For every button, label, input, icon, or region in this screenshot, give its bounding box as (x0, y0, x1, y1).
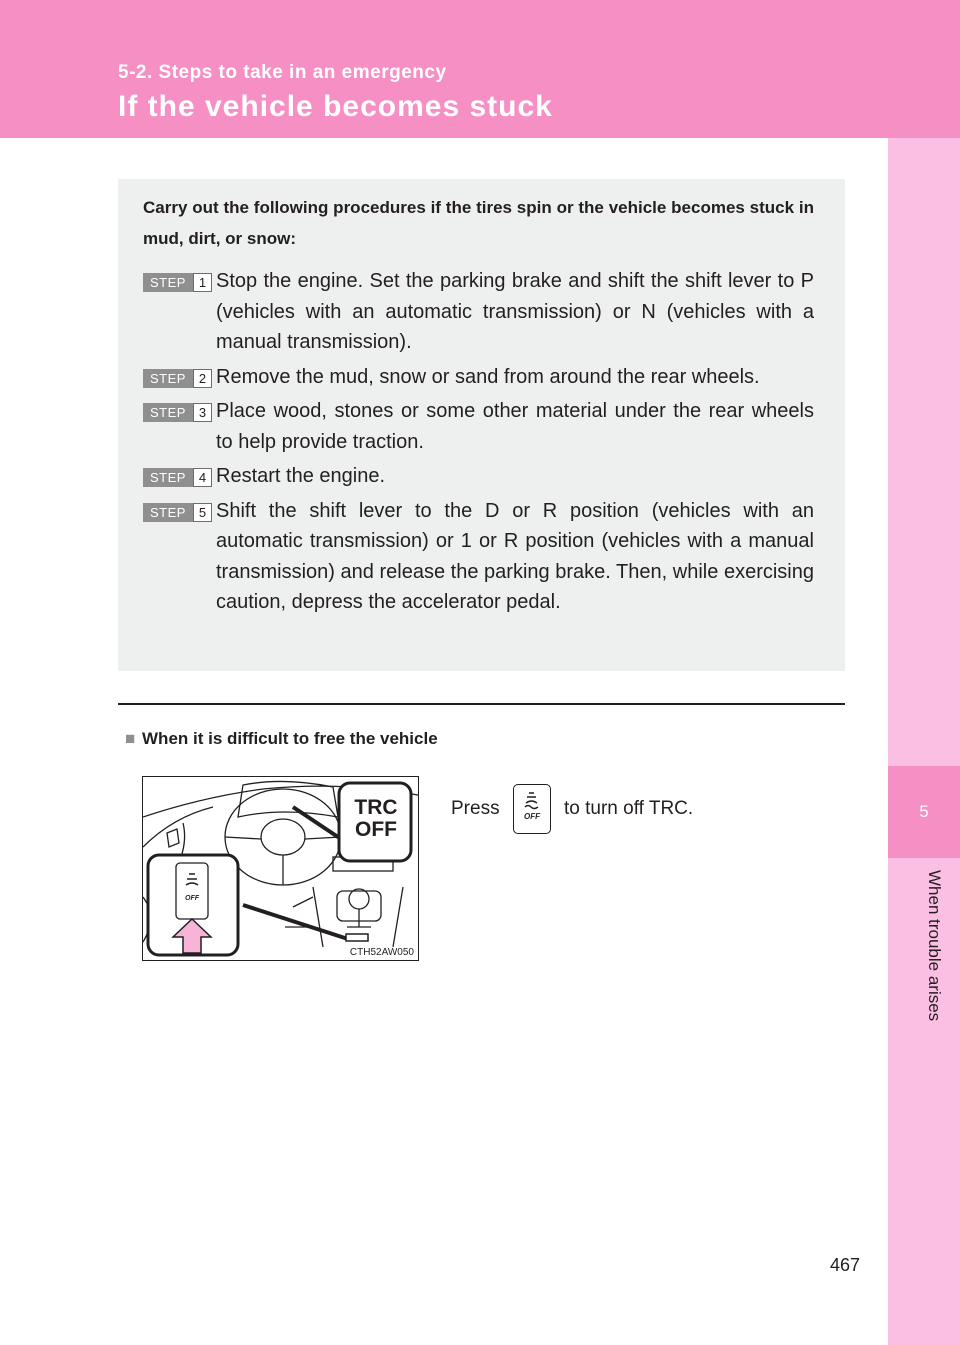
step-badge-word: STEP (143, 468, 193, 487)
step-badge (143, 369, 212, 388)
trc-off-button-icon (513, 784, 551, 834)
button-off-mini-label: OFF (185, 895, 199, 902)
chapter-side-strip (888, 138, 960, 1345)
figure-code: CTH52AW050 (349, 947, 414, 958)
step-badge-number: 3 (193, 403, 212, 422)
step-badge-number: 2 (193, 369, 212, 388)
step-text: Place wood, stones or some other material under the rear wheels to help provide traction. (216, 400, 814, 453)
callout-line-2: OFF (355, 818, 397, 841)
dashboard-illustration (142, 776, 419, 961)
step-badge (143, 273, 212, 292)
step-item (143, 396, 814, 457)
bullet-square-icon: ■ (125, 729, 136, 748)
subsection-heading (125, 729, 438, 749)
procedure-intro: Carry out the following procedures if the tires spin or the vehicle becomes stuck in mud, dirt, or snow: (143, 198, 814, 248)
press-instruction-before: Press (451, 798, 500, 819)
subsection-heading-text: When it is difficult to free the vehicle (142, 729, 438, 748)
procedure-box (118, 179, 845, 671)
step-badge-word: STEP (143, 503, 193, 522)
page-number: 467 (830, 1255, 861, 1275)
section-divider (118, 703, 845, 705)
step-badge-number: 1 (193, 273, 212, 292)
chapter-label-container (888, 870, 960, 1050)
step-badge-number: 4 (193, 468, 212, 487)
chapter-label: When trouble arises (925, 870, 944, 1022)
page-title: If the vehicle becomes stuck (118, 90, 553, 123)
step-text: Remove the mud, snow or sand from around the rear wheels. (216, 365, 760, 388)
callout-line-1: TRC (354, 796, 398, 819)
step-badge-number: 5 (193, 503, 212, 522)
step-badge-word: STEP (143, 403, 193, 422)
step-text: Shift the shift lever to the D or R position (vehicles with an automatic transmission) or 1 or R position (vehicles with a manual transmission) and release the parking brake. Then, while exercising caution, depress the accelerator pedal. (216, 499, 814, 613)
step-text: Restart the engine. (216, 465, 385, 487)
step-item (143, 362, 814, 393)
step-badge (143, 503, 212, 522)
step-badge (143, 468, 212, 487)
step-item (143, 461, 814, 492)
step-text: Stop the engine. Set the parking brake and shift the shift lever to P (vehicles with an automatic transmission) or N (vehicles with a manual transmission). (216, 270, 814, 353)
trc-off-symbol-label: OFF (524, 812, 540, 821)
chapter-number: 5 (919, 802, 929, 821)
step-badge-word: STEP (143, 369, 193, 388)
section-title: 5-2. Steps to take in an emergency (118, 62, 447, 83)
step-badge (143, 403, 212, 422)
chapter-tab (888, 766, 960, 858)
page-header (0, 0, 960, 138)
trc-off-symbol-icon (514, 785, 549, 832)
step-item (143, 496, 814, 618)
trc-off-callout (339, 797, 413, 841)
press-instruction-after: to turn off TRC. (564, 798, 694, 819)
step-item (143, 266, 814, 358)
step-badge-word: STEP (143, 273, 193, 292)
